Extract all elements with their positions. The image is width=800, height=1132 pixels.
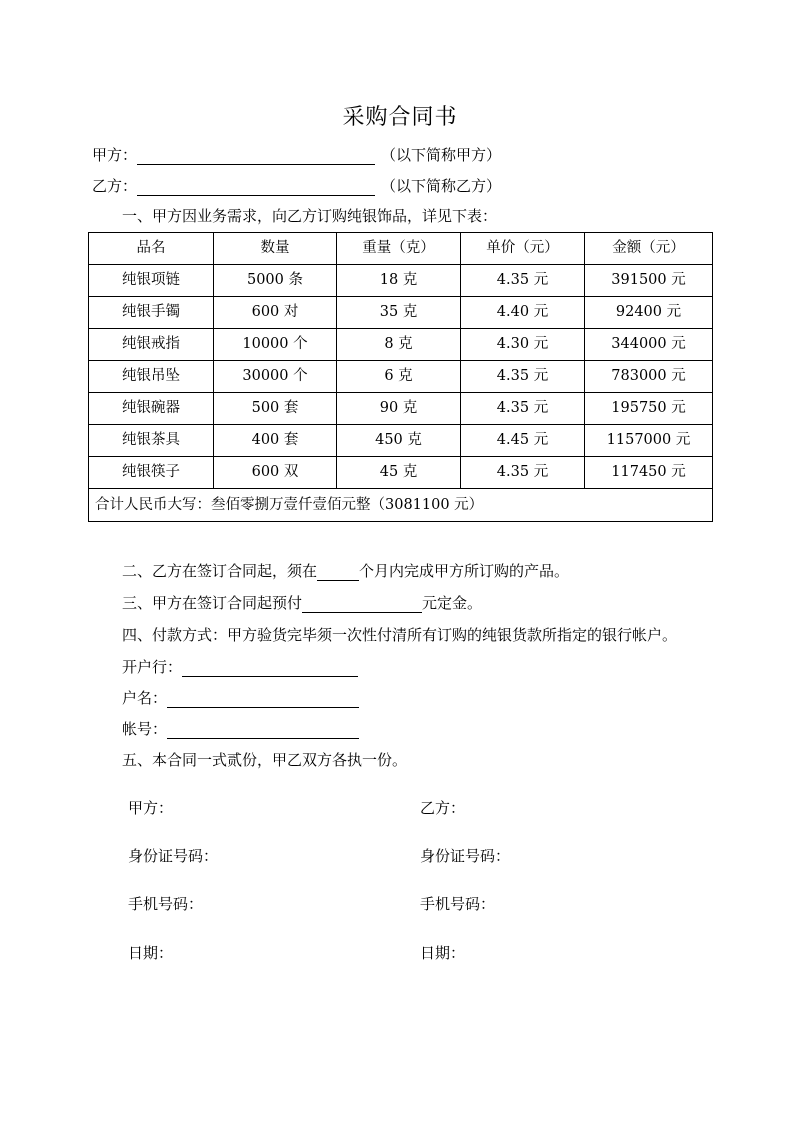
table-cell: 纯银筷子: [89, 457, 214, 489]
table-cell: 4.35 元: [461, 361, 585, 393]
table-cell: 5000 条: [214, 265, 337, 297]
table-cell: 8 克: [337, 329, 461, 361]
months-blank: [317, 564, 359, 581]
column-header: 金额（元）: [585, 233, 713, 265]
table-cell: 4.40 元: [461, 297, 585, 329]
clause-3-text-before: 三、甲方在签订合同起预付: [122, 594, 303, 612]
table-cell: 4.45 元: [461, 425, 585, 457]
table-row: [89, 297, 713, 329]
page-title: 采购合同书: [342, 105, 458, 130]
party-b-line: [92, 176, 501, 196]
table-cell: 6 克: [337, 361, 461, 393]
table-cell: 纯银吊坠: [89, 361, 214, 393]
column-header: 数量: [214, 233, 337, 265]
table-cell: 600 对: [214, 297, 337, 329]
table-cell: 35 克: [337, 297, 461, 329]
table-cell: 纯银手镯: [89, 297, 214, 329]
table-total-row: [89, 489, 713, 522]
party-a-line: [92, 145, 501, 165]
table-cell: 600 双: [214, 457, 337, 489]
table-row: [89, 329, 713, 361]
table-cell: 90 克: [337, 393, 461, 425]
table-cell: 391500 元: [585, 265, 713, 297]
party-a-blank: [137, 148, 375, 165]
table-cell: 10000 个: [214, 329, 337, 361]
signature-b-phone: 手机号码：: [420, 895, 496, 913]
table-cell: 117450 元: [585, 457, 713, 489]
clause-2: [122, 561, 569, 581]
table-cell: 92400 元: [585, 297, 713, 329]
account-number-line: [122, 719, 359, 739]
account-name-line: [122, 688, 359, 708]
bank-label: 开户行：: [122, 658, 183, 676]
party-b-note: （以下简称乙方）: [381, 177, 502, 195]
account-name-blank: [167, 691, 359, 708]
table-row: [89, 265, 713, 297]
table-row: [89, 425, 713, 457]
bank-blank: [182, 660, 358, 677]
table-cell: 纯银戒指: [89, 329, 214, 361]
table-row: [89, 393, 713, 425]
column-header: 重量（克）: [337, 233, 461, 265]
clause-4: 四、付款方式：甲方验货完毕须一次性付清所有订购的纯银货款所指定的银行帐户。: [122, 626, 678, 644]
total-amount-cell: 合计人民币大写：叁佰零捌万壹仟壹佰元整（3081100 元）: [89, 489, 713, 522]
party-a-note: （以下简称甲方）: [381, 146, 502, 164]
clause-2-text-before: 二、乙方在签订合同起，须在: [122, 562, 318, 580]
table-row: [89, 361, 713, 393]
signature-b-date: 日期：: [420, 944, 466, 962]
table-row: [89, 457, 713, 489]
table-cell: 450 克: [337, 425, 461, 457]
signature-b-id: 身份证号码：: [420, 847, 511, 865]
table-cell: 18 克: [337, 265, 461, 297]
party-b-label: 乙方：: [92, 177, 138, 195]
signature-party-b: 乙方：: [420, 799, 466, 817]
signature-a-id: 身份证号码：: [128, 847, 219, 865]
table-cell: 4.35 元: [461, 393, 585, 425]
signature-party-a: 甲方：: [128, 799, 174, 817]
party-a-label: 甲方：: [92, 146, 138, 164]
column-header: 品名: [89, 233, 214, 265]
table-cell: 500 套: [214, 393, 337, 425]
account-number-label: 帐号：: [122, 720, 168, 738]
table-cell: 783000 元: [585, 361, 713, 393]
table-cell: 4.30 元: [461, 329, 585, 361]
table-cell: 1157000 元: [585, 425, 713, 457]
table-cell: 4.35 元: [461, 457, 585, 489]
clause-3-text-after: 元定金。: [422, 594, 483, 612]
table-cell: 344000 元: [585, 329, 713, 361]
table-cell: 纯银项链: [89, 265, 214, 297]
table-cell: 30000 个: [214, 361, 337, 393]
deposit-blank: [302, 596, 422, 613]
clause-2-text-after: 个月内完成甲方所订购的产品。: [359, 562, 570, 580]
clause-3: [122, 593, 482, 613]
clause-1: 一、甲方因业务需求，向乙方订购纯银饰品，详见下表：: [122, 207, 498, 225]
table-cell: 纯银茶具: [89, 425, 214, 457]
signature-a-date: 日期：: [128, 944, 174, 962]
table-cell: 纯银碗器: [89, 393, 214, 425]
party-b-blank: [137, 179, 375, 196]
table-cell: 400 套: [214, 425, 337, 457]
table-cell: 195750 元: [585, 393, 713, 425]
column-header: 单价（元）: [461, 233, 585, 265]
table-cell: 45 克: [337, 457, 461, 489]
table-cell: 4.35 元: [461, 265, 585, 297]
goods-table: [88, 232, 713, 522]
table-header-row: [89, 233, 713, 265]
clause-5: 五、本合同一式贰份，甲乙双方各执一份。: [122, 751, 408, 769]
bank-line: [122, 657, 358, 677]
account-name-label: 户名：: [122, 689, 168, 707]
signature-a-phone: 手机号码：: [128, 895, 204, 913]
account-number-blank: [167, 722, 359, 739]
